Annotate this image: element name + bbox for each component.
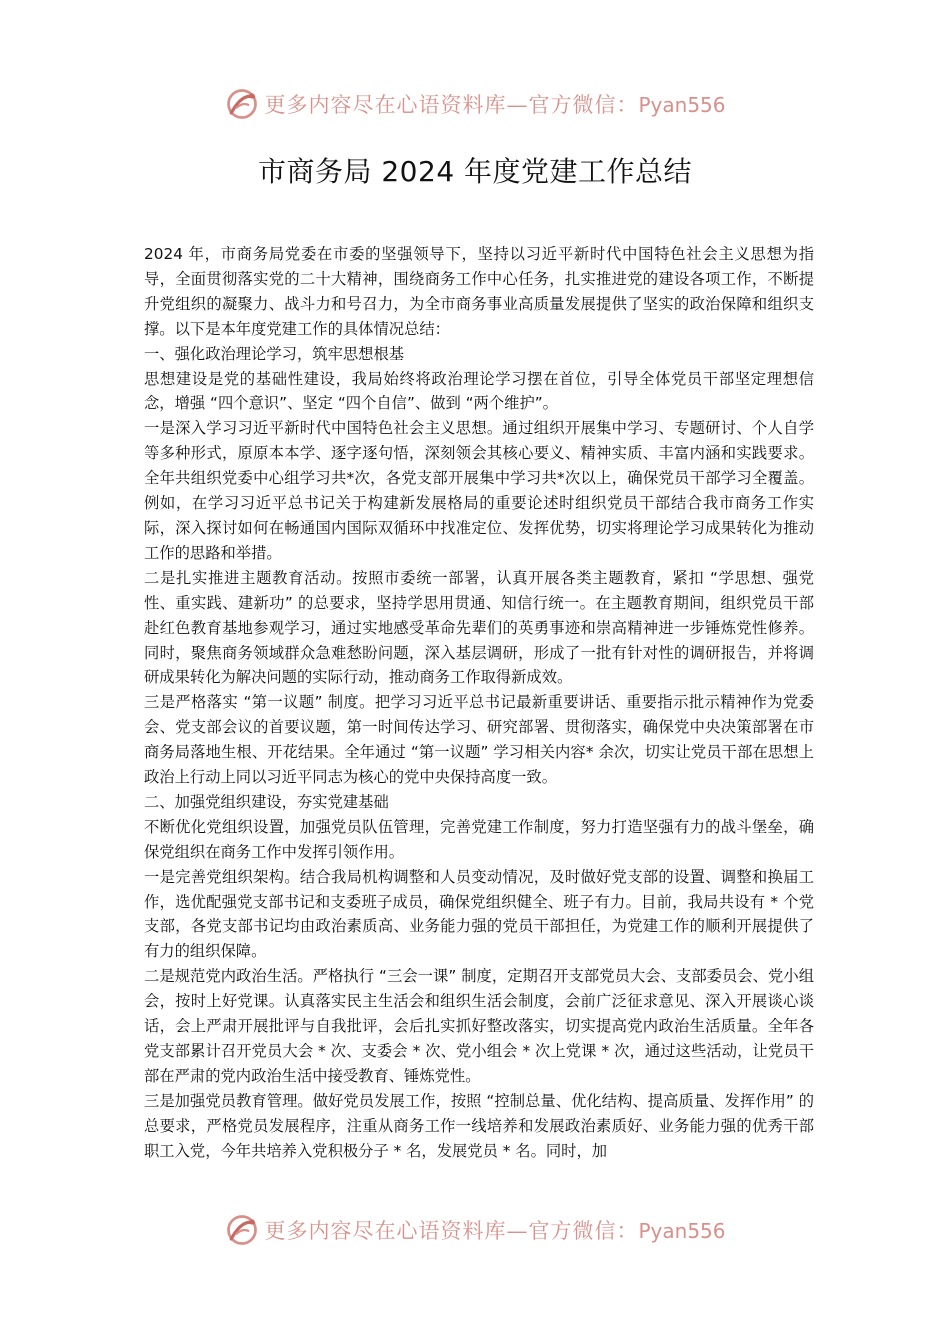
watermark-text: [264, 89, 725, 119]
watermark-prefix: 更多内容尽在心语资料库—官方微信：: [264, 1219, 639, 1243]
watermark-id: Pyan556: [638, 93, 726, 117]
watermark-bottom: [0, 1210, 950, 1250]
section-heading: 一、强化政治理论学习，筑牢思想根基: [144, 344, 405, 363]
section-heading: 二、加强党组织建设，夯实党建基础: [144, 792, 389, 811]
watermark-prefix: 更多内容尽在心语资料库—官方微信：: [264, 93, 639, 117]
paragraph: 二是扎实推进主题教育活动。按照市委统一部署，认真开展各类主题教育，紧扣 “学思想、强党性、重实践、建新功” 的总要求，坚持学思用贯通、知信行统一。在主题教育期间，组织党员干部赴红色教育基地参观学习，通过实地感受革命先辈们的英勇事迹和崇高精神进一步锤炼党性修养。同时，聚焦商务领域群众急难愁盼问题，深入基层调研，形成了一批有针对性的调研报告，并将调研成果转化为解决问题的实际行动，推动商务工作取得新成效。: [144, 568, 814, 687]
paragraph: 一是完善党组织架构。结合我局机构调整和人员变动情况，及时做好党支部的设置、调整和换届工作，选优配强党支部书记和支委班子成员，确保党组织健全、班子有力。目前，我局共设有 * 个党支部，各党支部书记均由政治素质高、业务能力强的党员干部担任，为党建工作的顺利开展提供了有力的组织保障。: [144, 867, 814, 961]
watermark-text: [264, 1215, 725, 1245]
watermark-logo-icon: [224, 1212, 260, 1248]
paragraph: 2024 年，市商务局党委在市委的坚强领导下，坚持以习近平新时代中国特色社会主义思想为指导，全面贯彻落实党的二十大精神，围绕商务工作中心任务，扎实推进党的建设各项工作，不断提升党组织的凝聚力、战斗力和号召力，为全市商务事业高质量发展提供了坚实的政治保障和组织支撑。以下是本年度党建工作的具体情况总结：: [144, 245, 814, 338]
document-title: 市商务局 2024 年度党建工作总结: [257, 155, 693, 188]
watermark-logo-icon: [224, 86, 260, 122]
paragraph: 三是严格落实 “第一议题” 制度。把学习习近平总书记最新重要讲话、重要指示批示精神作为党委会、党支部会议的首要议题，第一时间传达学习、研究部署、贯彻落实，确保党中央决策部署在市商务局落地生根、开花结果。全年通过 “第一议题” 学习相关内容* 余次，切实让党员干部在思想上政治上行动上同以习近平同志为核心的党中央保持高度一致。: [144, 693, 814, 787]
paragraph: 不断优化党组织设置，加强党员队伍管理，完善党建工作制度，努力打造坚强有力的战斗堡垒，确保党组织在商务工作中发挥引领作用。: [144, 817, 814, 861]
paragraph: 一是深入学习习近平新时代中国特色社会主义思想。通过组织开展集中学习、专题研讨、个人自学等多种形式，原原本本学、逐字逐句悟，深刻领会其核心要义、精神实质、丰富内涵和实践要求。全年共组织党委中心组学习共*次，各党支部开展集中学习共*次以上，确保党员干部学习全覆盖。例如，在学习习近平总书记关于构建新发展格局的重要论述时组织党员干部结合我市商务工作实际，深入探讨如何在畅通国内国际双循环中找准定位、发挥优势，切实将理论学习成果转化为推动工作的思路和举措。: [144, 419, 814, 562]
watermark-id: Pyan556: [638, 1219, 726, 1243]
paragraph: 二是规范党内政治生活。严格执行 “三会一课” 制度，定期召开支部党员大会、支部委员会、党小组会，按时上好党课。认真落实民主生活会和组织生活会制度，会前广泛征求意见、深入开展谈心谈话，会上严肃开展批评与自我批评，会后扎实抓好整改落实，切实提高党内政治生活质量。全年各党支部累计召开党员大会 * 次、支委会 * 次、党小组会 * 次上党课 * 次，通过这些活动，让党员干部在严肃的党内政治生活中接受教育、锤炼党性。: [144, 967, 814, 1085]
document-body: [144, 242, 814, 1164]
watermark-top: [0, 84, 950, 124]
paragraph: 思想建设是党的基础性建设，我局始终将政治理论学习摆在首位，引导全体党员干部坚定理想信念，增强 “四个意识”、坚定 “四个自信”、做到 “两个维护”。: [144, 369, 814, 413]
paragraph: 三是加强党员教育管理。做好党员发展工作，按照 “控制总量、优化结构、提高质量、发挥作用” 的总要求，严格党员发展程序，注重从商务工作一线培养和发展政治素质好、业务能力强的优秀干部职工入党，今年共培养入党积极分子 * 名，发展党员 * 名。同时，加: [144, 1091, 814, 1160]
